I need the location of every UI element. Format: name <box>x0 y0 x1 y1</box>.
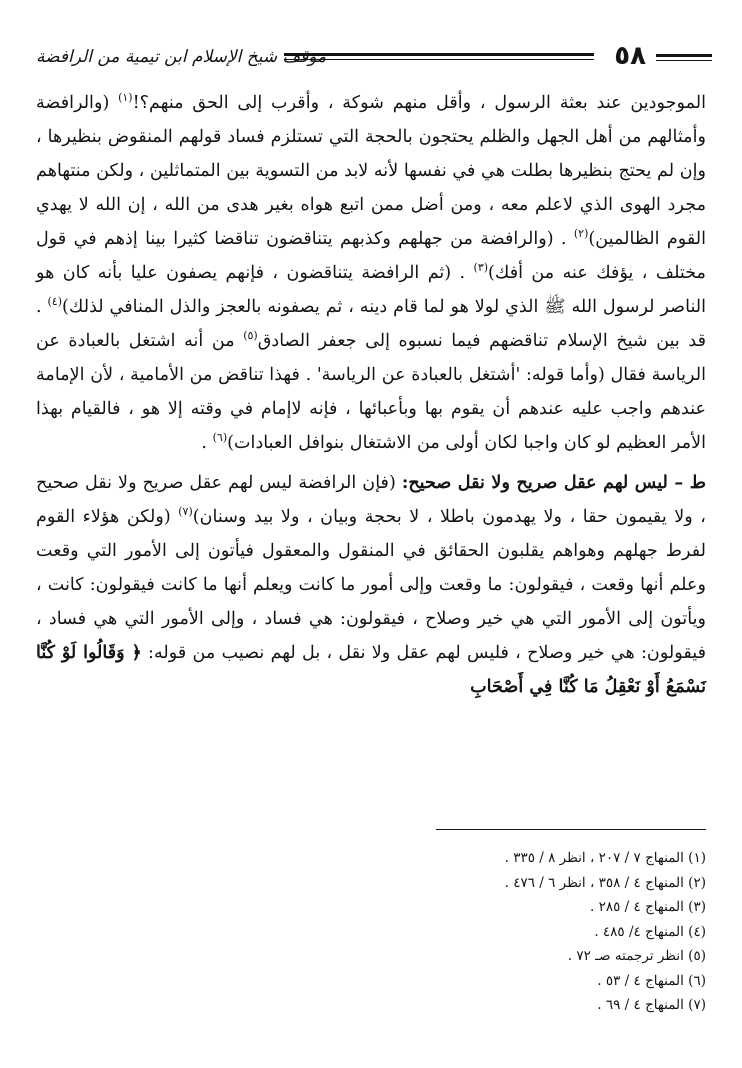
footnote-ref[interactable]: (٣) <box>473 261 489 275</box>
paragraph <box>36 466 706 704</box>
text-run: . قد بين شيخ الإسلام تناقضهم فيما نسبوه إلى جعفر الصادق <box>36 297 706 351</box>
footnote-item: (٣) المنهاج ٤ / ٢٨٥ . <box>590 899 706 915</box>
text-run: . (والرافضة من جهلهم وكذبهم يتناقضون تناقضا كثيرا بينا إذهم في قول مختلف ، يؤفك عنه من أفك) <box>36 229 706 283</box>
quran-verse: وَقَالُوا لَوْ كُنَّا نَسْمَعُ أَوْ نَعْقِلُ مَا كُنَّا فِي أَصْحَابِ <box>36 642 706 697</box>
footnote-item: (٥) انظر ترجمته صـ ٧٢ . <box>567 948 706 964</box>
text-run: من أنه اشتغل بالعبادة عن الرياسة فقال (وأما قوله: 'أشتغل بالعبادة عن الرياسة' . فهذا تناقض من الأمامية ، لأن الإمامة عندهم واجب عليه عندهم أن يقوم بها وبأعبائها ، فإنه لاإمام في وقته إلا هو ، فالقيام بهذا الأمر العظيم لو كان واجبا لكان أولى من الاشتغال بنوافل العبادات) <box>36 331 706 453</box>
footnote-divider <box>436 829 706 830</box>
footnote-item: (٦) المنهاج ٤ / ٥٣ . <box>597 972 706 989</box>
footnote-item: (٧) المنهاج ٤ / ٦٩ . <box>597 997 706 1013</box>
footnotes-list <box>306 846 706 1018</box>
header-rule <box>656 60 712 61</box>
paragraph <box>36 86 706 460</box>
footnote-ref[interactable]: (٦) <box>212 431 228 445</box>
header-rule <box>656 54 712 57</box>
footnote-ref[interactable]: (٢) <box>573 227 589 241</box>
text-run: (ولكن هؤلاء القوم لفرط جهلهم وهواهم يقلبون الحقائق في المنقول والمعقول فيأتون إلى الأمور التي وقعت وعلم أنها وقعت ، فيقولون: ما وقعت وإلى أمور ما كانت ويعلم أنها ما كانت فيقولون: كانت ، ويأتون إلى الأمور التي هي خير وصلاح ، فيقولون: هي فساد ، وإلى الأمور التي هي فساد ، فيقولون: هي خير وصلاح ، فليس لهم عقل ولا نقل ، بل لهم نصيب من قوله: <box>36 507 707 663</box>
body-text <box>36 86 706 704</box>
footnote-item: (١) المنهاج ٧ / ٢٠٧ ، انظر ٨ / ٣٣٥ . <box>504 850 706 866</box>
text-run: . <box>201 433 213 453</box>
text-run: (فإن الرافضة ليس لهم عقل صريح ولا نقل صحيح ، ولا يقيمون حقا ، ولا يهدمون باطلا ، لا بحجة وبيان ، ولا بيد وسنان) <box>36 473 706 527</box>
header-rule <box>284 53 594 56</box>
running-title: موقف شيخ الإسلام ابن تيمية من الرافضة <box>36 47 327 67</box>
text-run: الموجودين عند بعثة الرسول ، وأقل منهم شوكة ، وأقرب إلى الحق منهم؟! <box>132 93 706 113</box>
footnote-ref[interactable]: (٤) <box>47 295 63 309</box>
footnote-ref[interactable]: (٧) <box>178 505 193 519</box>
footnote-item: (٤) المنهاج ٤/ ٤٨٥ . <box>594 923 706 940</box>
quran-bracket: ﴿ <box>131 642 142 663</box>
footnote-ref[interactable]: (٥) <box>243 329 258 343</box>
footnote-ref[interactable]: (١) <box>118 91 133 105</box>
text-run: (والرافضة وأمثالهم من أهل الجهل والظلم يحتجون بالحجة التي تستلزم فساد قولهم المنقوض بنظيرها ، وإن لم يحتج بنظيرها بطلت هي في نفسها لأنه لابد من التسوية بين المتماثلين ، ولكن منتهاهم مجرد الهوى الذي لاعلم معه ، ومن أضل ممن اتبع هواه بغير هدى من الله ، إن الله لا يهدي القوم الظالمين) <box>36 93 706 249</box>
page-header <box>28 36 712 80</box>
footnote-item: (٢) المنهاج ٤ / ٣٥٨ ، انظر ٦ / ٤٧٦ . <box>504 874 706 891</box>
header-rule <box>284 59 594 60</box>
section-heading: ط – ليس لهم عقل صريح ولا نقل صحيح: <box>401 472 706 493</box>
text-run: . (ثم الرافضة يتناقضون ، فإنهم يصفون عليا بأنه كان هو الناصر لرسول الله ﷺ الذي لولا هو لما قام دينه ، ثم يصفونه بالعجز والذل المنافي لذلك) <box>36 263 707 317</box>
page-number: ٥٨ <box>614 41 646 71</box>
